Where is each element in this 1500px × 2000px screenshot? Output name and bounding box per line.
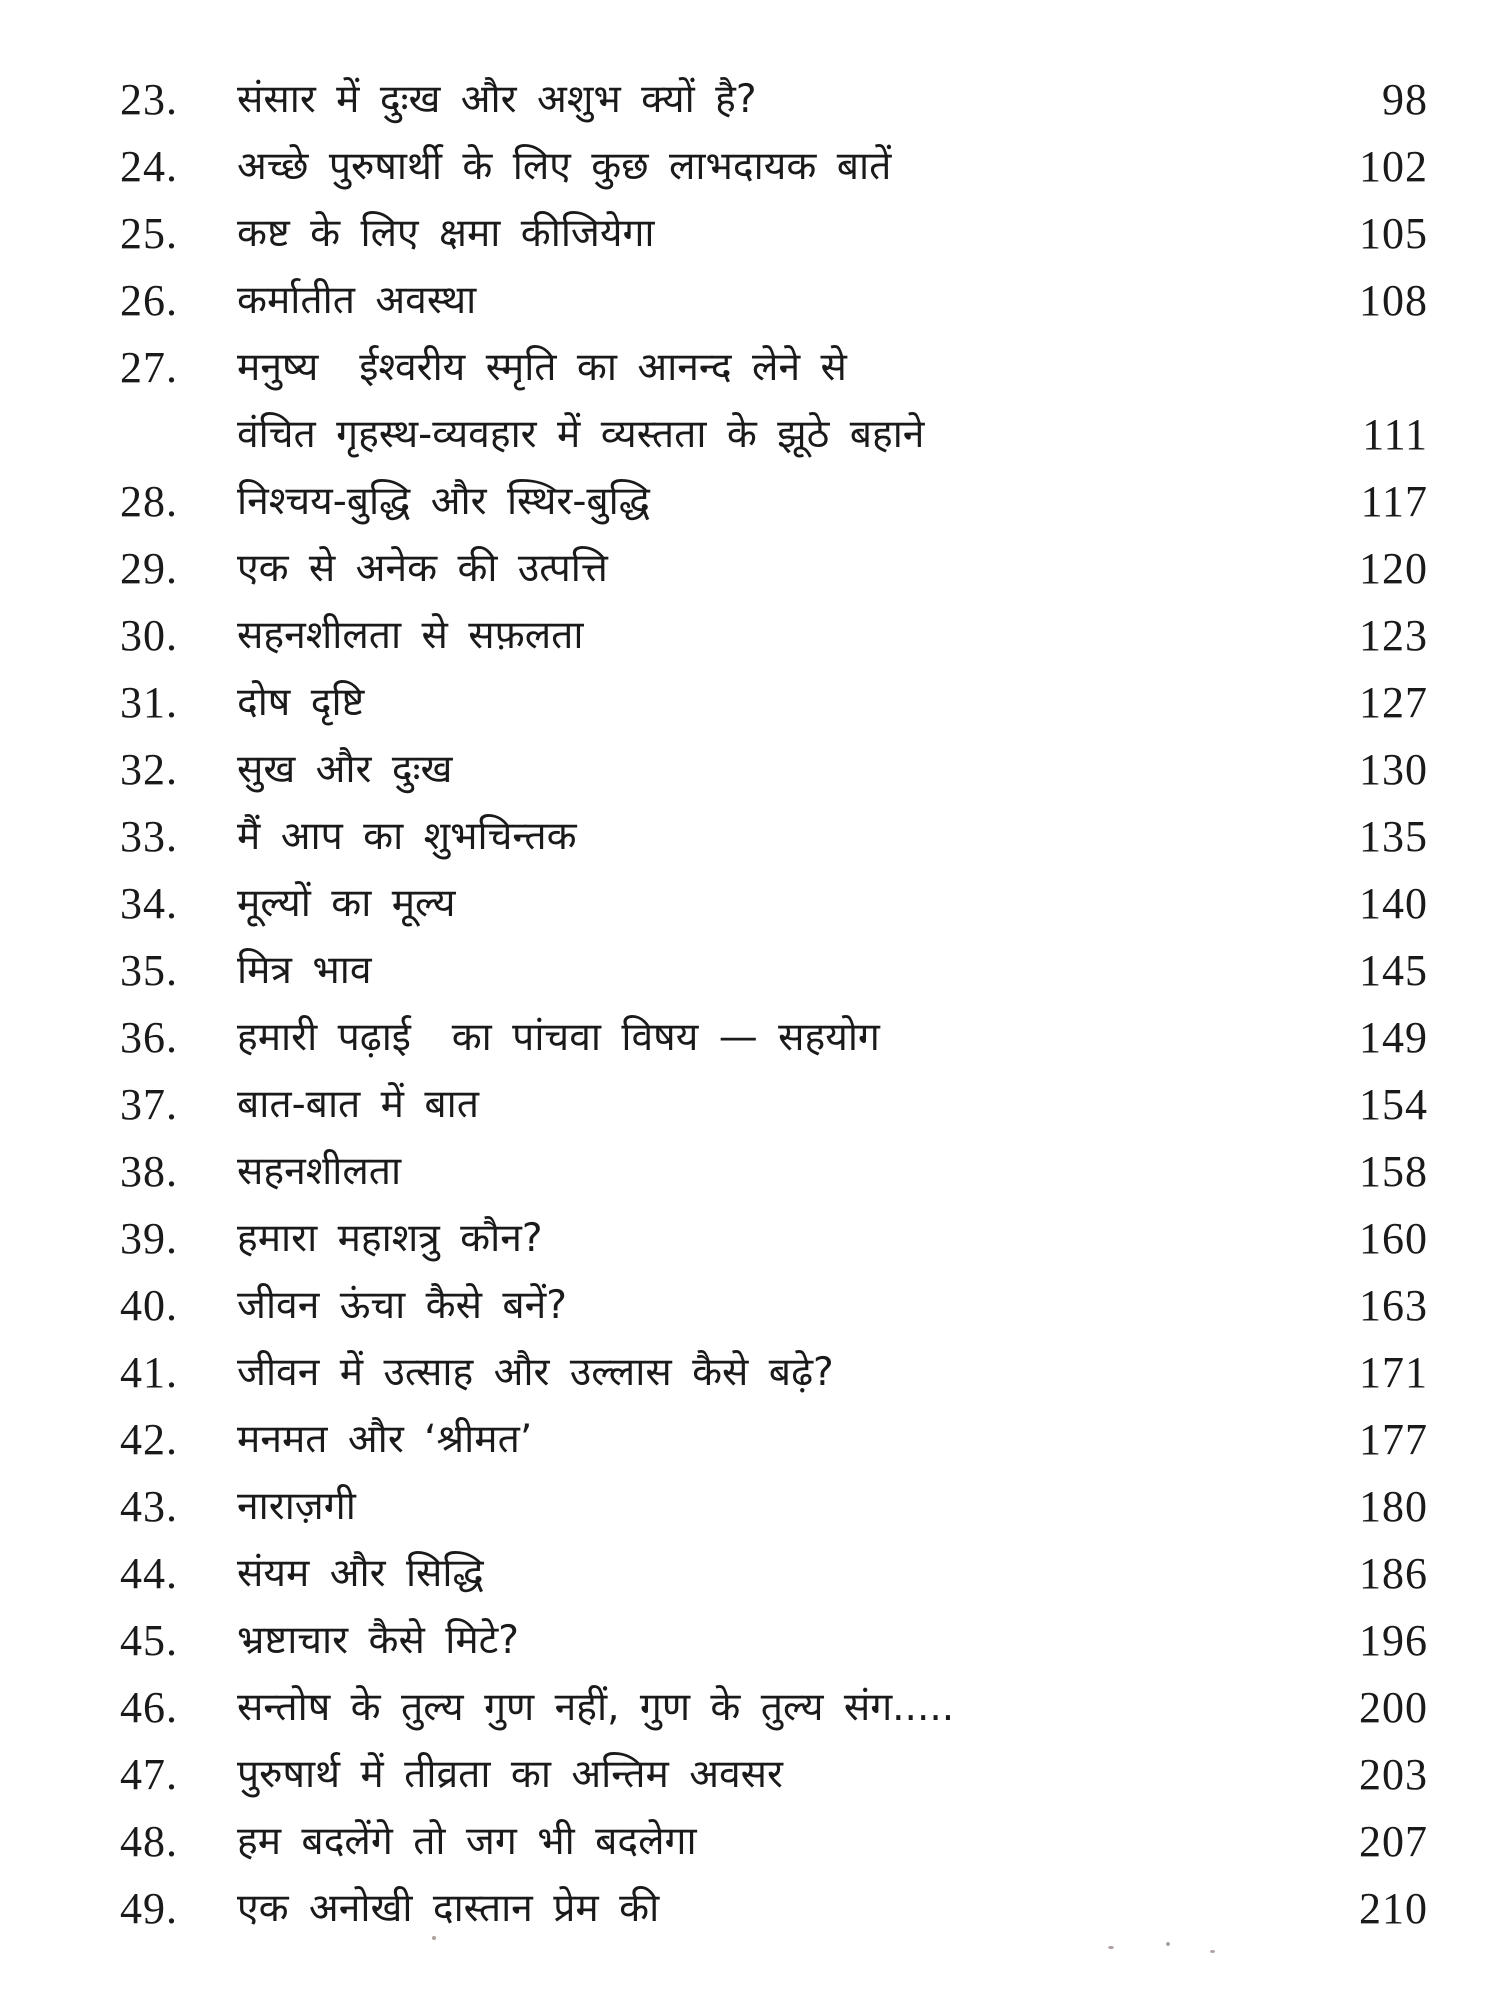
entry-title [237,1138,1297,1205]
entry-page-number: 203 [1359,1750,1428,1799]
entry-page-number: 98 [1382,75,1428,124]
entry-number: 25. [120,209,178,258]
entry-number: 33. [120,812,178,861]
entry-page-number: 117 [1360,477,1428,526]
entry-title-line: नाराज़गी [237,1484,356,1529]
entry-page-number: 123 [1359,611,1428,660]
entry-number: 46. [120,1683,178,1732]
entry-page-number: 140 [1359,879,1428,928]
entry-title [237,1339,1297,1406]
entry-title-line: सुख और दुःख [237,747,453,792]
entry-title-line: अच्छे पुरुषार्थी के लिए कुछ लाभदायक बातें [237,144,892,189]
entry-title [237,267,1297,334]
print-speck [1108,1946,1114,1949]
toc-entry [0,602,1500,669]
entry-title [237,66,1297,133]
entry-title-line: जीवन में उत्साह और उल्लास कैसे बढ़े? [237,1350,834,1395]
entry-page-number: 135 [1359,812,1428,861]
toc-entry [0,267,1500,334]
entry-title [237,937,1297,1004]
entry-title-line: निश्चय-बुद्धि और स्थिर-बुद्धि [237,479,650,524]
entry-number: 49. [120,1884,178,1933]
toc-entry [0,1272,1500,1339]
entry-page-number: 160 [1359,1214,1428,1263]
toc-entry [0,1138,1500,1205]
entry-title [237,535,1297,602]
entry-title-line: भ्रष्टाचार कैसे मिटे? [237,1618,519,1663]
entry-number: 47. [120,1750,178,1799]
toc-entry [0,200,1500,267]
entry-title [237,1674,1297,1741]
toc-entry [0,736,1500,803]
entry-page-number: 102 [1359,142,1428,191]
toc-entry [0,468,1500,535]
entry-title-line: दोष दृष्टि [237,680,365,725]
toc-entry [0,1674,1500,1741]
entry-title [237,334,1297,468]
entry-title-line: सहनशीलता [237,1149,402,1194]
entry-page-number: 210 [1359,1884,1428,1933]
entry-title [237,468,1297,535]
entry-title [237,133,1297,200]
toc-entry [0,1004,1500,1071]
entry-page-number: 149 [1359,1013,1428,1062]
toc-entry [0,1339,1500,1406]
entry-title [237,870,1297,937]
entry-page-number: 163 [1359,1281,1428,1330]
print-speck [1166,1942,1170,1946]
entry-page-number: 111 [1362,410,1428,459]
entry-title [237,1406,1297,1473]
toc-entry [0,937,1500,1004]
entry-number: 29. [120,544,178,593]
entry-title [237,1071,1297,1138]
entry-number: 45. [120,1616,178,1665]
toc-entry [0,133,1500,200]
entry-number: 41. [120,1348,178,1397]
entry-title [237,1205,1297,1272]
entry-title [237,1540,1297,1607]
entry-title [237,1272,1297,1339]
entry-title [237,602,1297,669]
entry-title-line: कर्मातीत अवस्था [237,278,477,323]
entry-title-line: हमारी पढ़ाई का पांचवा विषय — सहयोग [237,1015,880,1060]
entry-title-line: संसार में दुःख और अशुभ क्यों है? [237,77,757,122]
entry-number: 38. [120,1147,178,1196]
entry-title-line: संयम और सिद्धि [237,1551,484,1596]
entry-number: 32. [120,745,178,794]
toc-entry [0,1205,1500,1272]
entry-page-number: 196 [1359,1616,1428,1665]
entry-title-line: एक अनोखी दास्तान प्रेम की [237,1886,660,1931]
entry-title [237,803,1297,870]
entry-title-line: सन्तोष के तुल्य गुण नहीं, गुण के तुल्य संग..... [237,1685,955,1730]
entry-page-number: 177 [1359,1415,1428,1464]
toc-entry [0,1406,1500,1473]
toc-entry [0,1071,1500,1138]
entry-title-line: मैं आप का शुभचिन्तक [237,814,577,859]
entry-number: 42. [120,1415,178,1464]
entry-page-number: 154 [1359,1080,1428,1129]
entry-title-line: मित्र भाव [237,948,372,993]
entry-number: 35. [120,946,178,995]
entry-title [237,200,1297,267]
print-speck [432,1936,436,1940]
entry-title-line: मनमत और ‘श्रीमत’ [237,1417,533,1462]
entry-number: 27. [120,343,178,392]
entry-title [237,1875,1297,1942]
entry-title-line: हम बदलेंगे तो जग भी बदलेगा [237,1819,697,1864]
entry-number: 48. [120,1817,178,1866]
entry-title [237,736,1297,803]
entry-page-number: 130 [1359,745,1428,794]
entry-title [237,1607,1297,1674]
entry-title-line: एक से अनेक की उत्पत्ति [237,546,608,591]
toc-entry [0,1540,1500,1607]
toc-entry [0,1473,1500,1540]
entry-title-line: बात-बात में बात [237,1082,479,1127]
toc-entry [0,334,1500,468]
toc-entry [0,1607,1500,1674]
entry-title [237,1473,1297,1540]
toc-entry [0,535,1500,602]
entry-number: 31. [120,678,178,727]
entry-number: 24. [120,142,178,191]
entry-title-line: जीवन ऊंचा कैसे बनें? [237,1283,567,1328]
entry-number: 44. [120,1549,178,1598]
entry-page-number: 158 [1359,1147,1428,1196]
entry-number: 30. [120,611,178,660]
entry-number: 34. [120,879,178,928]
toc-list [0,66,1500,1942]
entry-number: 28. [120,477,178,526]
entry-title-line: कष्ट के लिए क्षमा कीजियेगा [237,211,655,256]
print-speck [1210,1950,1215,1953]
entry-page-number: 186 [1359,1549,1428,1598]
entry-number: 37. [120,1080,178,1129]
entry-page-number: 171 [1359,1348,1428,1397]
entry-page-number: 145 [1359,946,1428,995]
toc-entry [0,870,1500,937]
entry-page-number: 180 [1359,1482,1428,1531]
entry-title [237,669,1297,736]
toc-entry [0,1808,1500,1875]
entry-title-line: पुरुषार्थ में तीव्रता का अन्तिम अवसर [237,1752,784,1797]
entry-title [237,1808,1297,1875]
entry-page-number: 207 [1359,1817,1428,1866]
entry-number: 23. [120,75,178,124]
entry-number: 39. [120,1214,178,1263]
entry-title-line: मूल्यों का मूल्य [237,881,456,926]
entry-page-number: 120 [1359,544,1428,593]
entry-page-number: 200 [1359,1683,1428,1732]
entry-title-line: मनुष्य ईश्वरीय स्मृति का आनन्द लेने से [237,345,847,390]
entry-number: 36. [120,1013,178,1062]
toc-entry [0,803,1500,870]
entry-number: 40. [120,1281,178,1330]
toc-entry [0,66,1500,133]
entry-title [237,1004,1297,1071]
toc-entry [0,1875,1500,1942]
entry-title-line: सहनशीलता से सफ़लता [237,613,584,658]
entry-number: 43. [120,1482,178,1531]
entry-page-number: 127 [1359,678,1428,727]
entry-page-number: 108 [1359,276,1428,325]
entry-title-line: वंचित गृहस्थ-व्यवहार में व्यस्तता के झूठे बहाने [237,412,925,457]
entry-title [237,1741,1297,1808]
toc-entry [0,1741,1500,1808]
entry-number: 26. [120,276,178,325]
entry-page-number: 105 [1359,209,1428,258]
entry-title-line: हमारा महाशत्रु कौन? [237,1216,543,1261]
toc-entry [0,669,1500,736]
